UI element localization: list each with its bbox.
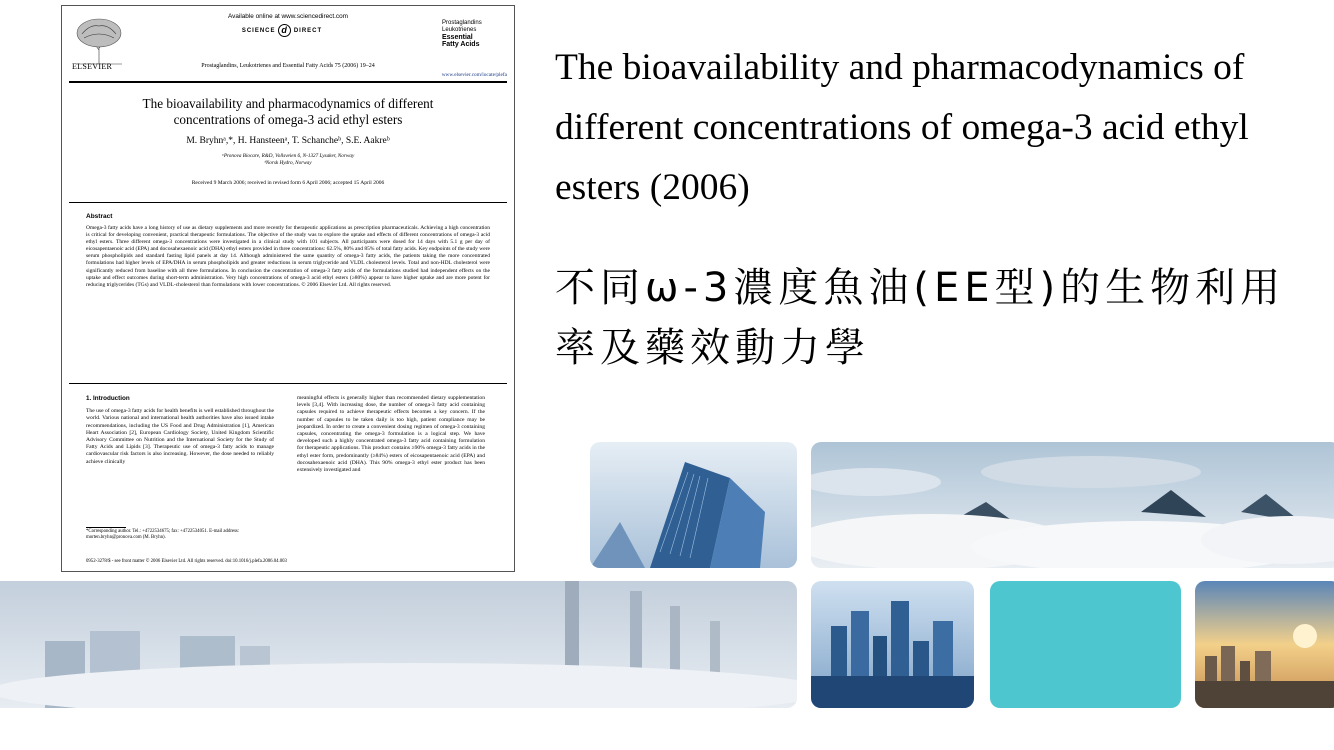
city-skyline-tile bbox=[811, 581, 974, 708]
journal-logo-line: Fatty Acids bbox=[442, 41, 480, 48]
teal-block bbox=[990, 581, 1181, 708]
intro-left-column bbox=[86, 395, 274, 466]
journal-logo-line: Essential bbox=[442, 34, 473, 41]
english-heading: The bioavailability and pharmacodynamics of different concentrations of omega-3 acid ethyl esters (2006) bbox=[555, 47, 1249, 208]
journal-logo-line: Leukotrienes bbox=[442, 27, 477, 33]
teal-color-tile bbox=[990, 581, 1181, 708]
mountains-clouds-tile bbox=[811, 442, 1334, 568]
paper-title bbox=[62, 96, 514, 128]
sunset-city-tile bbox=[1195, 581, 1334, 708]
city-factory-photo bbox=[0, 581, 797, 708]
journal-logo-line: Prostaglandins bbox=[442, 20, 482, 26]
paper-title-line: concentrations of omega-3 acid ethyl esters bbox=[173, 112, 403, 127]
received-dates: Received 9 March 2006; received in revised form 6 April 2006; accepted 15 April 2006 bbox=[191, 180, 385, 186]
city-factory-tile bbox=[0, 581, 797, 708]
mountains-clouds-photo bbox=[811, 442, 1334, 568]
paper-page-image bbox=[61, 5, 515, 572]
abstract-text: Omega-3 fatty acids have a long history of use as dietary supplements and more recently for therapeutic applications as prescription pharmaceuticals. Achieving a high concentration is critical for developing convenient, practical therapeutic formulations. The objective of the study was to explore the uptake and effects of different concentrations of omega-3 acid ethyl esters. Three different omega-3 concentrations were investigated in a clinical study with 101 subjects. All participants were dosed for 14 days with 5.1 g per day of eicosapentaenoic acid (EPA) and docosahexaenoic acid (DHA) ethyl esters provided in three concentrations: 62.5%, 80% and 85% of total fatty acids. Key endpoints of the study were serum phospholipids and standard fasting lipid panels at day 14. Although administered the same quantity of omega-3 fatty acids, the patients taking the more concentrated formulations had higher levels of EPA/DHA in serum phospholipids and greater reductions in serum triglyceride and VLDL cholesterol levels. Total and non-HDL cholesterol were significantly reduced from baseline with all three formulations. In conclusion the concentration of omega-3 fatty acids of the formulations studied had independent effects on the uptake and effect outcomes during short-term administration. Very high concentrations of omega-3 acid ethyl esters (≥80%) appear to have higher uptake and are more potent for reducing triglycerides (TGs) and VLDL-cholesterol than formulations with lower concentrations. © 2006 Elsevier Ltd. All rights reserved. bbox=[86, 225, 490, 288]
skyscraper-photo bbox=[590, 442, 797, 568]
sunset-city-photo bbox=[1195, 581, 1334, 708]
abstract-rule bbox=[69, 202, 507, 203]
footnote: *Corresponding author. Tel.: +4722534675; fax: +4722534051. E-mail address: morten.bryhn@pronova.com (M. Bryhn). bbox=[86, 529, 240, 540]
journal-reference: Prostaglandins, Leukotrienes and Essential Fatty Acids 75 (2006) 19–24 bbox=[201, 63, 375, 69]
header-rule bbox=[69, 81, 507, 83]
sciencedirect-logo bbox=[212, 24, 352, 38]
intro-rule bbox=[69, 383, 507, 384]
journal-logo bbox=[442, 20, 490, 48]
affiliation-line: ᵃPronova Biocare, R&D, Vollsveien 6, N-1327 Lysaker, Norway bbox=[221, 153, 355, 159]
journal-url: www.elsevier.com/locate/plefa bbox=[441, 72, 507, 78]
science-direct-word-2: DIRECT bbox=[293, 28, 323, 35]
intro-left-text: The use of omega-3 fatty acids for health benefits is well established throughout the world. Various national and international health authorities have also issued intake recommendations, including the US Food and Drug Administration [1], American Heart Association [2], European Cardiology Society, United Kingdom Scientific Advisory Committee on Nutrition and the International Society for the Study of Fatty Acids and Lipids [3]. Therapeutic use of omega-3 fatty acids to manage cardiovascular risk factors is also increasing. However, the dose needed to reliably achieve clinically bbox=[86, 408, 274, 465]
intro-heading: 1. Introduction bbox=[86, 395, 130, 402]
paper-authors: M. Bryhnᵃ,*, H. Hansteenᵃ, T. Schancheᵇ, S.E. Aakreᵇ bbox=[186, 136, 390, 146]
affiliation-line: ᵇNorsk Hydro, Norway bbox=[264, 160, 312, 166]
skyscraper-photo-tile bbox=[590, 442, 797, 568]
chinese-heading: 不同ω-3濃度魚油(EE型)的生物利用率及藥效動力學 bbox=[555, 265, 1286, 371]
abstract-heading: Abstract bbox=[86, 213, 113, 220]
elsevier-tree-logo bbox=[70, 16, 128, 66]
publisher-name: ELSEVIER bbox=[72, 62, 113, 71]
paper-title-line: The bioavailability and pharmacodynamics of different bbox=[142, 96, 434, 111]
sciencedirect-mark: d bbox=[278, 24, 291, 37]
science-direct-word: SCIENCE bbox=[241, 28, 276, 35]
paper-affiliations bbox=[62, 153, 514, 167]
city-skyline-photo bbox=[811, 581, 974, 708]
intro-right-text: meaningful effects is generally higher than recommended dietary supplementation levels [3,4]. With increasing dose, the number of omega-3 fatty acid containing capsules required to achieve therapeutic effects becomes a key concern. If the number of capsules to be taken daily is too high, patient compliance may be jeopardized. In order to create a convenient dosing regimen of omega-3 containing capsules, concentrating the omega-3 formulation is a logical step. We have developed such a highly concentrated omega-3 fatty acid containing formulation for therapeutic applications. This product contains ≥90% omega-3 fatty acids in the ethyl ester form, predominantly (≥84%) esters of eicosapentaenoic acid (EPA) and docosahexaenoic acid (DHA). This 90% omega-3 ethyl ester product has been extensively investigated and bbox=[297, 395, 485, 474]
footnote-rule bbox=[86, 527, 126, 528]
available-online-text: Available online at www.sciencedirect.com bbox=[228, 13, 348, 20]
copyright-line: 0952-3278/$ - see front matter © 2006 Elsevier Ltd. All rights reserved. doi:10.1016/j.plefa.2006.04.003 bbox=[86, 559, 287, 564]
